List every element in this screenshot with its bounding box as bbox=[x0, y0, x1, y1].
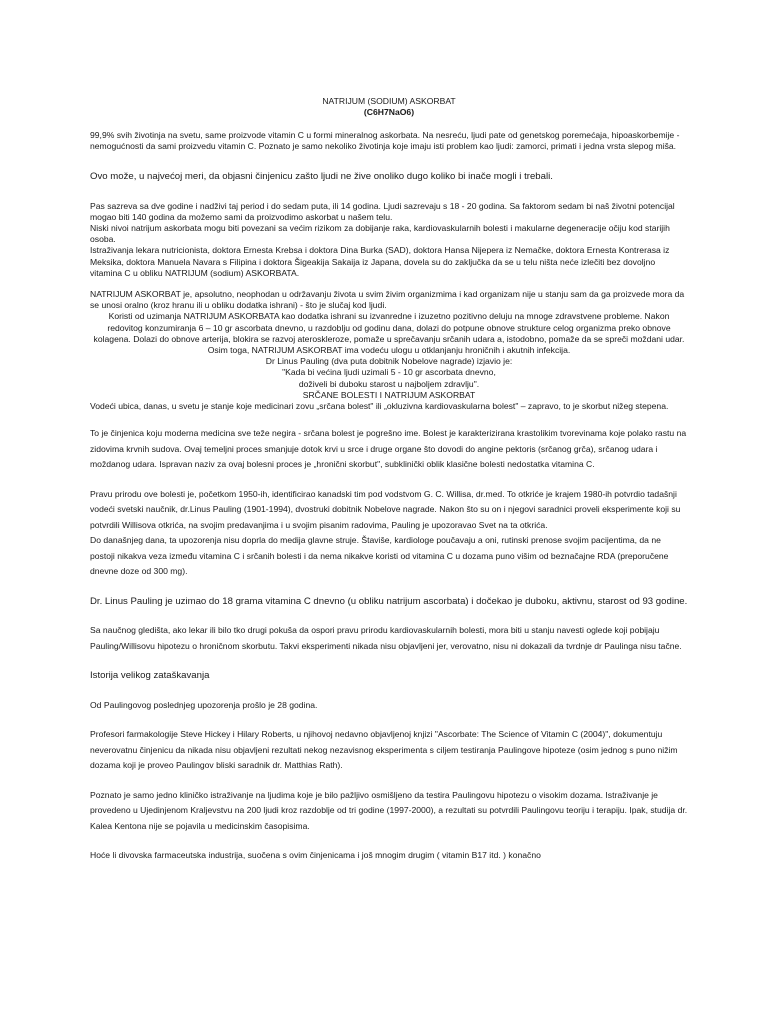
quote-line-2: doživeli bi duboku starost u najboljem zdravlju". bbox=[298, 378, 480, 389]
section-heading-heart: SRČANE BOLESTI I NATRIJUM ASKORBAT bbox=[302, 389, 476, 400]
document-title: NATRIJUM (SODIUM) ASKORBAT bbox=[322, 96, 456, 106]
paragraph-benefits: Koristi od uzimanja NATRIJUM ASKORBATA kao dodatka ishrani su izvanredne i izuzetno pozitivno deluju na mnoge zdravstvene probleme. Nakon redovitog konzumiranja 6 – 10 gr ascorbata dnevno, u razdoblju od godinu dana, dolazi do potpune obnove strukture celog organizma preko obnove kolagena. Dolazi do obnove arterija, blokira se razvoj ateroskleroze, pomaže u sprečavanju srčanih udara a, istodobno, pomaže da se spreči moždani udar. Osim toga, NATRIJUM ASKORBAT ima vodeću ulogu u otklanjanju hroničnih i akutnih infekcija. bbox=[93, 311, 685, 356]
paragraph-hickey-roberts: Profesori farmakologije Steve Hickey i Hilary Roberts, u njihovoj nedavno objavljenoj knjizi "Ascorbate: The Science of Vitamin C (2004)", dokumentuju neverovatnu činjenicu da nikada nisu objavljeni rezultati nekog nezavisnog eksperimenta s ciljem testiranja Paulingove hipoteze (osim jednog s puno nižim dozama koji je proveo Paulingov bliski saradnik dr. Matthias Rath). bbox=[90, 729, 678, 771]
paragraph-coverup-heading: Istorija velikog zataškavanja bbox=[90, 670, 210, 682]
quote-line-1: "Kada bi većina ljudi uzimali 5 - 10 gr ascorbata dnevno, bbox=[282, 367, 496, 378]
paragraph-clinical-study: Poznato je samo jedno kliničko istraživanje na ljudima koje je bilo pažljivo osmišljeno da testira Paulingovu hipotezu o visokim dozama. Istraživanje je provedeno u Ujedinjenom Kraljevstvu na 200 ljudi kroz razdoblje od tri godine (1997-2000), a rezultati su potvrdili Paulingovu teoriju i terapiju. Ipak, studija dr. Kalea Kentona nije se pojavila u medicinskim časopisima. bbox=[90, 789, 688, 831]
quote-intro: Dr Linus Pauling (dva puta dobitnik Nobelove nagrade) izjavio je: bbox=[265, 356, 513, 367]
paragraph-essential: NATRIJUM ASKORBAT je, apsolutno, neophodan u održavanju života u svim živim organizmima i kad organizam nije u stanju sam da ga proizvede mora da se unosi oralno (kroz hranu ili u obliku dodatka ishrani) - što je slučaj kod ljudi. bbox=[90, 289, 685, 311]
paragraph-dog-maturity: Pas sazreva sa dve godine i nadživi taj period i do sedam puta, ili 14 godina. Ljudi sazrevaju s 18 - 20 godina. Sa faktorom sedam bi naš životni potencijal mogao biti 140 godina da možemo sami da proizvodimo askorbat u našem telu. bbox=[90, 200, 675, 222]
paragraph-28-years: Od Paulingovog poslednjeg upozorenja prošlo je 28 godina. bbox=[90, 699, 318, 710]
paragraph-animals: 99,9% svih životinja na svetu, same proizvode vitamin C u formi mineralnog askorbata. Na nesreću, ljudi pate od genetskog poremećaja, hipoaskorbemije - nemogućnosti da sami proizvedu vitamin C. Poznato je samo nekoliko životinja koje imaju isti problem kao ljudi: zamorci, primati i jedna vrsta slepog miša. bbox=[90, 130, 680, 152]
paragraph-low-levels: Niski nivoi natrijum askorbata mogu biti povezani sa većim rizikom za dobijanje raka, kardiovaskularnih bolesti i makularne degeneracije očiju kod starijih osoba. bbox=[90, 223, 670, 245]
paragraph-scientific-view: Sa naučnog gledišta, ako lekar ili bilo tko drugi pokuša da ospori pravu prirodu kardiovaskularnih bolesti, mora biti u stanju navesti oglede koji pobijaju Pauling/Willisovu hipotezu o hroničnom skorbutu. Takvi eksperimenti nikada nisu objavljeni jer, verovatno, nisu ni dokazali da tvrdnje dr Paulinga nisu tačne. bbox=[90, 625, 682, 651]
paragraph-lifespan: Ovo može, u najvećoj meri, da objasni činjenicu zašto ljudi ne žive onoliko dugo koliko bi inače mogli i trebali. bbox=[90, 170, 553, 182]
paragraph-warnings: Do današnjeg dana, ta upozorenja nisu doprla do medija glavne struje. Štaviše, kardiologe poučavaju a oni, rutinski prenose svojim pacijentima, da ne postoji nikakva veza između vitamina C i srčanih bolesti i da nema nikakve koristi od vitamina C u dozama puno višim od beznačajne RDA (preporučene dnevne doze od 300 mg). bbox=[90, 535, 669, 577]
paragraph-pauling-dose: Dr. Linus Pauling je uzimao do 18 grama vitamina C dnevno (u obliku natrijum ascorbata) i dočekao je duboku, aktivnu, starost od 93 godine. bbox=[90, 595, 688, 607]
paragraph-pharma-industry: Hoće li divovska farmaceutska industrija, suočena s ovim činjenicama i još mnogim drugim ( vitamin B17 itd. ) konačno bbox=[90, 850, 541, 861]
chemical-formula: (C6H7NaO6) bbox=[363, 107, 415, 117]
paragraph-research: Istraživanja lekara nutricionista, doktora Ernesta Krebsa i doktora Dina Burka (SAD), doktora Hansa Nijepera iz Nemačke, doktora Ernesta Kontrerasa iz Meksika, doktora Manuela Navara s Filipina i doktora Šigeakija Sakaija iz Japana, dovela su do zaključka da se u telu ništa neće izlečiti bez dovoljno vitamina C u obliku NATRIJUM (sodium) ASKORBATA. bbox=[90, 245, 670, 278]
paragraph-leading-killer: Vodeći ubica, danas, u svetu je stanje koje medicinari zovu „srčana bolest" ili „okluzivna kardiovaskularna bolest" – zapravo, to je skorbut nižeg stepena. bbox=[90, 401, 669, 412]
paragraph-misnomer: To je činjenica koju moderna medicina sve teže negira - srčana bolest je pogrešno ime. Bolest je karakterizirana krastolikim tvorevinama koje polako rastu na zidovima krvnih sudova. Ovaj temeljni proces smanjuje dotok krvi u srce i druge organe što dovodi do angine pektoris (srčanog grča), srčanog udara i moždanog udara. Ispravan naziv za ovaj bolesni proces je „hronični skorbut", subklinički oblik klasične bolesti nedostatka vitamina C. bbox=[90, 428, 687, 470]
paragraph-willis: Pravu prirodu ove bolesti je, početkom 1950-ih, identificirao kanadski tim pod vodstvom G. C. Willisa, dr.med. To otkriće je krajem 1980-ih potvrdio tadašnji vodeći svetski naučnik, dr.Linus Pauling (1901-1994), dvostruki dobitnik Nobelove nagrade. Nakon što su on i njegovi saradnici proveli eksperimente koji su potvrdili Willisova otkrića, na svojim predavanjima i u svojim pisanim radovima, Pauling je upozoravao Svet na ta otkrića. bbox=[90, 488, 681, 530]
